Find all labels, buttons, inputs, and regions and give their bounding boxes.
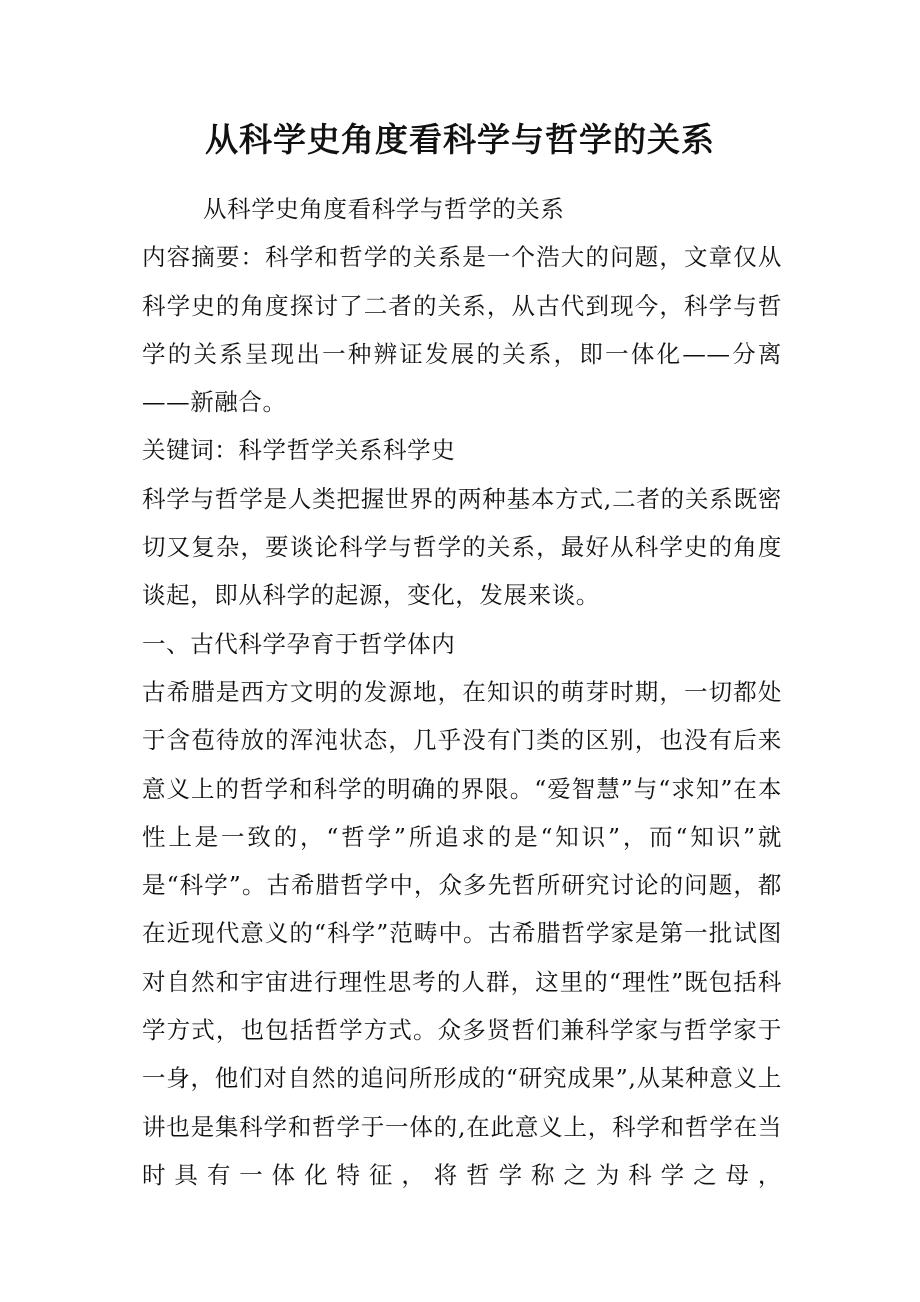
document-body <box>142 185 782 1199</box>
document-title: 从科学史角度看科学与哲学的关系 <box>205 120 715 159</box>
body-paragraph: 古希腊是西方文明的发源地，在知识的萌芽时期，一切都处于含苞待放的浑沌状态，几乎没有门类的区别，也没有后来意义上的哲学和科学的明确的界限。“爱智慧”与“求知”在本性上是一致的，“哲学”所追求的是“知识”，而“知识”就是“科学”。古希腊哲学中，众多先哲所研究讨论的问题，都在近现代意义的“科学”范畴中。古希腊哲学家是第一批试图对自然和宇宙进行理性思考的人群，这里的“理性”既包括科学方式，也包括哲学方式。众多贤哲们兼科学家与哲学家于一身，他们对自然的追问所形成的“研究成果”,从某种意义上讲也是集科学和哲学于一体的,在此意义上，科学和哲学在当时具有一体化特征，将哲学称之为科学之母， <box>142 677 782 1189</box>
document-subtitle: 从科学史角度看科学与哲学的关系 <box>203 195 565 223</box>
intro-paragraph: 科学与哲学是人类把握世界的两种基本方式,二者的关系既密切又复杂，要谈论科学与哲学的关系，最好从科学史的角度谈起，即从科学的起源，变化，发展来谈。 <box>142 484 782 610</box>
abstract-paragraph: 内容摘要：科学和哲学的关系是一个浩大的问题，文章仅从科学史的角度探讨了二者的关系，从古代到现今，科学与哲学的关系呈现出一种辨证发展的关系，即一体化——分离——新融合。 <box>142 243 782 417</box>
keywords-line: 关键词：科学哲学关系科学史 <box>142 436 456 465</box>
section-heading: 一、古代科学孕育于哲学体内 <box>142 629 456 658</box>
